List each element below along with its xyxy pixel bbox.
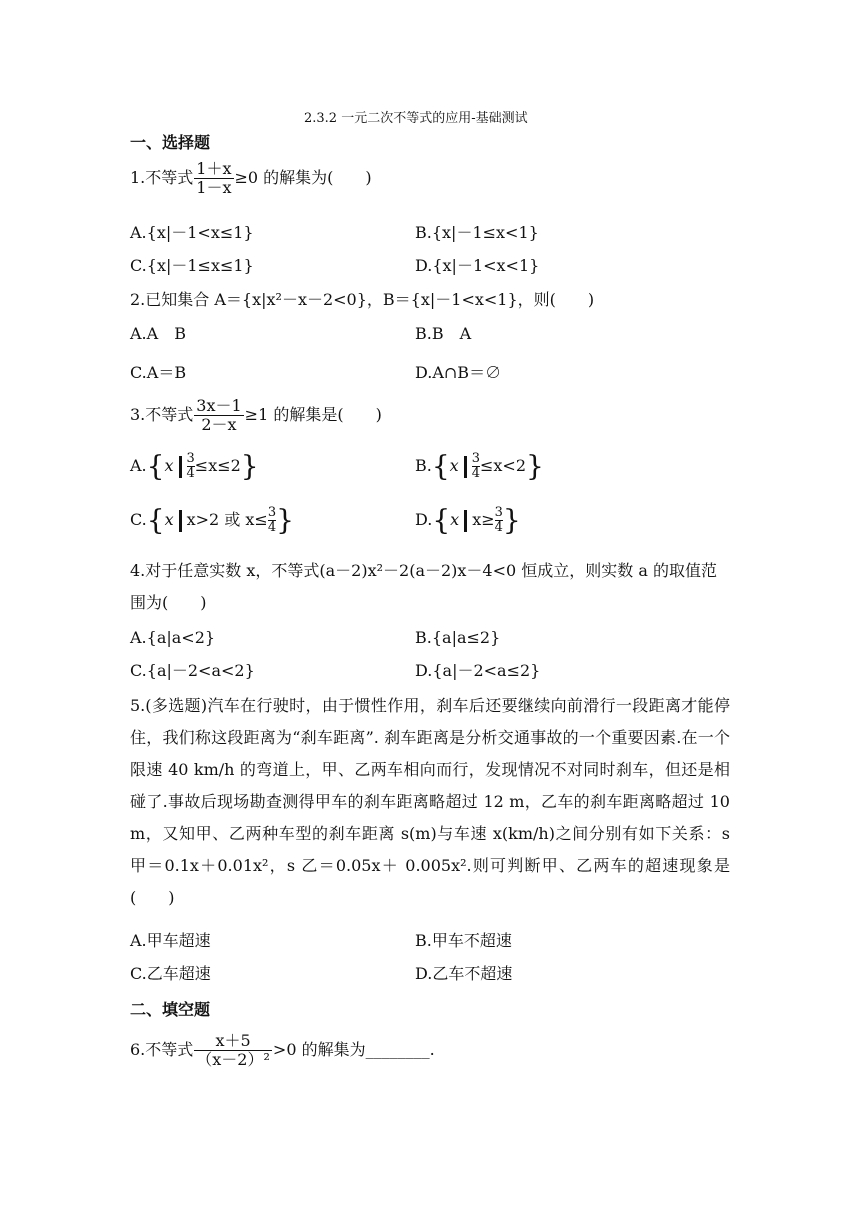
question-2-stem: 2.已知集合 A＝{x|x²－x－2<0}，B＝{x|－1<x<1}，则( ) (130, 290, 595, 309)
q2-option-d: D.A∩B＝∅ (415, 363, 502, 382)
q3-d-frac-num: 3 (494, 505, 503, 520)
q3-option-d: D.{x x≥ $\frac{3}{4}$ } (415, 503, 521, 537)
question-4-line-1: 4.对于任意实数 x，不等式(a－2)x²－2(a－2)x－4<0 恒成立，则实数 a 的取值范 (130, 561, 717, 580)
q3-a-frac-num: 3 (186, 451, 195, 466)
question-5-stem: 5.(多选题)汽车在行驶时，由于惯性作用，刹车后还要继续向前滑行一段距离才能停住，我们称这段距离为“刹车距离”. 刹车距离是分析交通事故的一个重要因素.在一个限速 40 km/h 的弯道上，甲、乙两车相向而行，发现情况不对同时刹车，但还是相碰了.事故后现场勘查测得甲车的刹车距离略超过 12 m，乙车的刹车距离略超过 10 m，又知甲、乙两种车型的刹车距离 s(m)与车速 x(km/h)之间分别有如下关系：s 甲＝0.1x＋0.01x²，s 乙＝0.05x＋ 0.005x².则可判断甲、乙两车的超速现象是( ) (130, 696, 730, 907)
q3-c-frac-den: 4 (267, 520, 277, 535)
q3-c-var: x (164, 510, 174, 529)
q3-b-rest: ≤x<2 (479, 456, 526, 475)
q4-option-c: C.{a|－2<a<2} (130, 661, 255, 680)
q5-option-c: C.乙车超速 (130, 964, 211, 983)
q3-c-frac-num: 3 (267, 505, 277, 520)
q1-option-b: B.{x|－1≤x<1} (415, 223, 539, 242)
question-6-stem (130, 1032, 435, 1069)
q3-d-frac-den: 4 (494, 520, 503, 535)
q6-prefix: 6.不等式 (130, 1040, 194, 1059)
q1-numerator: 1＋x (196, 159, 232, 178)
q3-d-var: x (450, 510, 460, 529)
question-3-stem (130, 397, 382, 434)
q3-numerator: 3x－1 (196, 396, 242, 415)
q5-option-b: B.甲车不超速 (415, 931, 512, 950)
q3-b-frac-num: 3 (471, 451, 480, 466)
section-choice-heading: 一、选择题 (130, 133, 211, 152)
q3-prefix: 3.不等式 (130, 405, 194, 424)
q3-suffix: ≥1 的解集是( ) (244, 405, 382, 424)
q3-b-frac-den: 4 (471, 466, 480, 481)
q6-denominator: （x－2）² (196, 1050, 270, 1069)
q3-d-label: D. (415, 510, 433, 529)
q2-option-a: A.A B (130, 324, 186, 343)
section-fill-heading: 二、填空题 (130, 1000, 211, 1019)
q1-option-c: C.{x|－1≤x≤1} (130, 256, 254, 275)
q6-fraction (194, 1032, 272, 1069)
question-4-line-2: 围为( ) (130, 593, 207, 612)
q5-option-d: D.乙车不超速 (415, 964, 513, 983)
q6-suffix: >0 的解集为________. (272, 1040, 435, 1059)
q3-b-label: B. (415, 456, 432, 475)
q3-fraction (194, 397, 243, 434)
q3-c-mid: x>2 或 x≤ (186, 510, 268, 529)
q3-a-frac-den: 4 (186, 466, 195, 481)
q1-option-d: D.{x|－1<x<1} (415, 256, 540, 275)
q4-option-d: D.{a|－2<a≤2} (415, 661, 541, 680)
q1-prefix: 1.不等式 (130, 168, 194, 187)
page-title: 2.3.2 一元二次不等式的应用-基础测试 (304, 111, 528, 126)
q3-a-rest: ≤x≤2 (194, 456, 241, 475)
q1-suffix: ≥0 的解集为( ) (234, 168, 372, 187)
q3-a-label: A. (130, 456, 147, 475)
q4-option-b: B.{a|a≤2} (415, 628, 501, 647)
q3-option-a: A.{x $\frac{3}{4}$ ≤x≤2} (130, 449, 259, 483)
q3-a-var: x (164, 456, 174, 475)
q3-d-mid: x≥ (472, 510, 495, 529)
q6-numerator: x＋5 (194, 1032, 272, 1051)
q1-denominator: 1－x (196, 178, 232, 197)
q2-option-c: C.A＝B (130, 363, 187, 382)
q5-option-a: A.甲车超速 (130, 931, 211, 950)
question-1-stem (130, 160, 372, 197)
q3-option-b: B.{x $\frac{3}{4}$ ≤x<2} (415, 449, 544, 483)
q2-option-b: B.B A (415, 324, 472, 343)
q3-c-label: C. (130, 510, 147, 529)
q1-option-a: A.{x|－1<x≤1} (130, 223, 254, 242)
q4-option-a: A.{a|a<2} (130, 628, 216, 647)
q1-fraction (194, 160, 233, 197)
q3-b-var: x (449, 456, 459, 475)
q3-denominator: 2－x (201, 415, 237, 434)
q3-option-c: C.{x x>2 或 x≤ $\frac{3}{4}$ } (130, 503, 294, 537)
